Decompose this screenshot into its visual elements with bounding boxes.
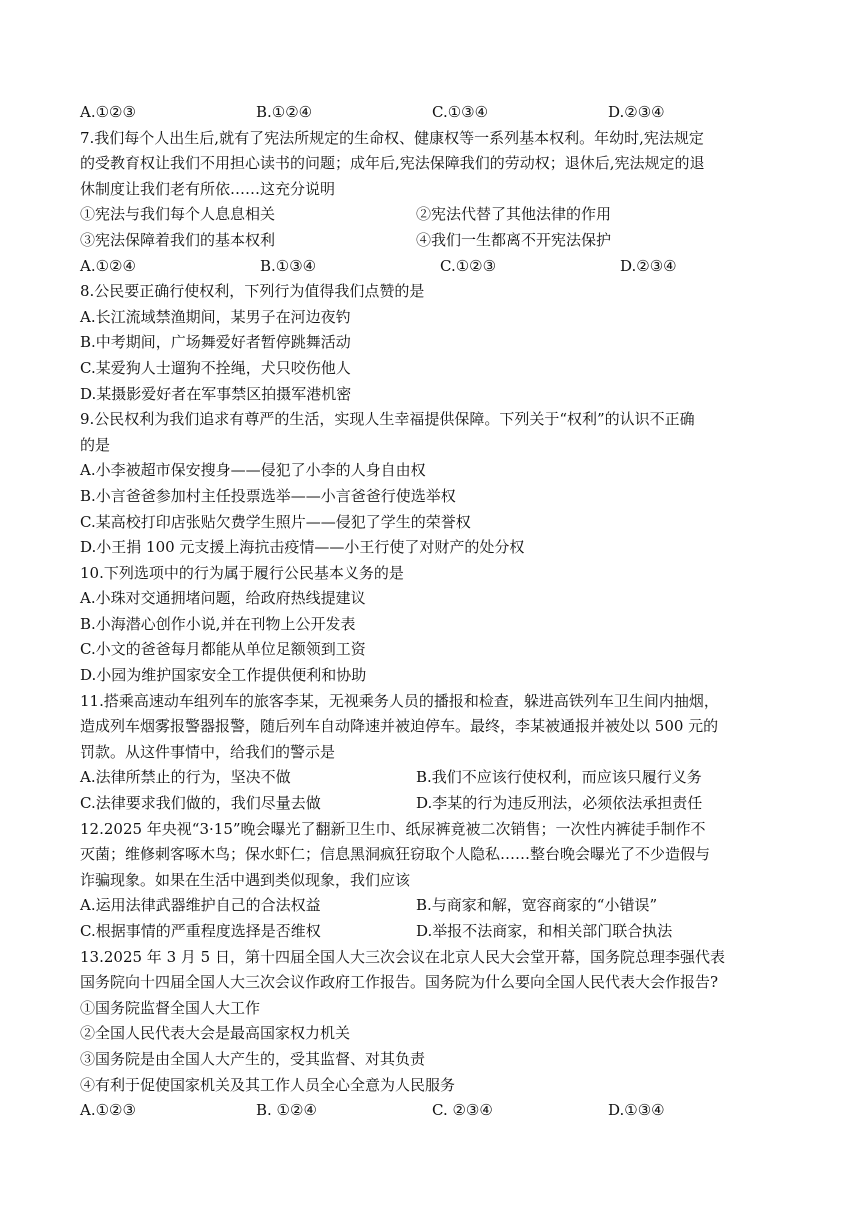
q6-option-d: D.②③④ [608,103,665,121]
q9-option-d: D.小王捐 100 元支援上海抗击疫情——小王行使了对财产的处分权 [80,538,525,557]
q7-statement-4: ④我们一生都离不开宪法保护 [416,230,612,249]
q10-stem: 10.下列选项中的行为属于履行公民基本义务的是 [80,563,404,582]
q12-option-a: A.运用法律武器维护自己的合法权益 [80,896,321,915]
q13-option-c: C. ②③④ [432,1101,493,1120]
question-13 [80,945,786,1124]
q8-stem: 8.公民要正确行使权利，下列行为值得我们点赞的是 [80,282,425,301]
q7-option-a: A.①②④ [80,256,136,275]
q6-option-c: C.①③④ [432,103,489,121]
q11-stem-line: 罚款。从这件事情中，给我们的警示是 [80,742,336,761]
question-9 [80,407,786,561]
q13-statement-2: ②全国人民代表大会是最高国家权力机关 [80,1024,351,1043]
q8-option-a: A.长江流域禁渔期间，某男子在河边夜钓 [80,307,351,326]
q7-stem-line: 7.我们每个人出生后,就有了宪法所规定的生命权、健康权等一系列基本权利。年幼时,宪法规定 [80,128,704,147]
q12-option-c: C.根据事情的严重程度选择是否维权 [80,922,321,940]
q7-statements-row [80,202,786,228]
q7-option-d: D.②③④ [620,256,677,275]
q11-option-c: C.法律要求我们做的，我们尽量去做 [80,794,321,813]
q6-option-b: B.①②④ [256,103,313,121]
q7-options [80,254,786,280]
q7-statement-2: ②宪法代替了其他法律的作用 [416,205,612,224]
question-10 [80,561,786,689]
q7-statement-3: ③宪法保障着我们的基本权利 [80,230,276,249]
q7-statement-1: ①宪法与我们每个人息息相关 [80,205,276,224]
question-7 [80,126,786,280]
q8-option-c: C.某爱狗人士遛狗不拴绳，犬只咬伤他人 [80,358,351,377]
q11-option-d: D.李某的行为违反刑法，必须依法承担责任 [416,794,703,813]
q11-options-row [80,765,786,791]
q10-option-b: B.小海潜心创作小说,并在刊物上公开发表 [80,614,356,633]
q13-option-a: A.①②③ [80,1101,136,1120]
q11-stem-line: 11.搭乘高速动车组列车的旅客李某，无视乘务人员的播报和检查，躲进高铁列车卫生间内抽烟， [80,691,719,710]
q10-option-c: C.小文的爸爸每月都能从单位足额领到工资 [80,640,366,659]
question-12 [80,817,786,945]
exam-page [80,100,786,1124]
q11-options-row [80,791,786,817]
q7-stem-line: 的受教育权让我们不用担心读书的问题；成年后,宪法保障我们的劳动权；退休后,宪法规定的退 [80,154,705,173]
q7-stem-line: 休制度让我们老有所依……这充分说明 [80,179,336,198]
q12-option-d: D.举报不法商家，和相关部门联合执法 [416,922,673,940]
q8-option-b: B.中考期间，广场舞爱好者暂停跳舞活动 [80,333,351,352]
q13-stem-line: 国务院向十四届全国人大三次会议作政府工作报告。国务院为什么要向全国人民代表大会作报告? [80,973,719,992]
q7-statements-row [80,228,786,254]
q13-statement-4: ④有利于促使国家机关及其工作人员全心全意为人民服务 [80,1075,456,1094]
q13-option-d: D.①③④ [608,1101,665,1120]
q7-option-b: B.①③④ [260,256,317,275]
q9-option-c: C.某高校打印店张贴欠费学生照片——侵犯了学生的荣誉权 [80,512,471,531]
q13-statement-1: ①国务院监督全国人大工作 [80,998,261,1017]
q10-option-a: A.小珠对交通拥堵问题，给政府热线提建议 [80,589,366,608]
q9-option-b: B.小言爸爸参加村主任投票选举——小言爸爸行使选举权 [80,486,456,505]
q8-option-d: D.某摄影爱好者在军事禁区拍摄军港机密 [80,384,352,403]
q9-option-a: A.小李被超市保安搜身——侵犯了小李的人身自由权 [80,461,426,480]
question-8 [80,279,786,407]
q10-option-d: D.小园为维护国家安全工作提供便利和协助 [80,666,367,685]
q13-statement-3: ③国务院是由全国人大产生的，受其监督、对其负责 [80,1049,426,1068]
q12-options-row [80,893,786,919]
q6-option-a: A.①②③ [80,103,136,121]
q9-stem-line: 的是 [80,435,111,454]
question-11 [80,689,786,817]
q9-stem-line: 9.公民权利为我们追求有尊严的生活，实现人生幸福提供保障。下列关于“权利”的认识不正确 [80,410,695,429]
q11-option-b: B.我们不应该行使权利，而应该只履行义务 [416,768,702,787]
q12-stem-line: 诈骗现象。如果在生活中遇到类似现象，我们应该 [80,870,411,889]
q13-stem-line: 13.2025 年 3 月 5 日，第十四届全国人大三次会议在北京人民大会堂开幕，国务院总理李强代表 [80,947,725,966]
q12-stem-line: 灭菌；维修刺客啄木鸟；保水虾仁；信息黑洞疯狂窃取个人隐私……整台晚会曝光了不少造假与 [80,845,711,864]
q13-options [80,1098,786,1124]
q7-option-c: C.①②③ [440,256,497,275]
q13-option-b: B. ①②④ [256,1101,317,1120]
q12-option-b: B.与商家和解，宽容商家的“小错误” [416,896,658,915]
q6-options [80,100,786,126]
q11-stem-line: 造成列车烟雾报警器报警，随后列车自动降速并被迫停车。最终，李某被通报并被处以 500 元的 [80,717,719,736]
q12-options-row [80,919,786,945]
q12-stem-line: 12.2025 年央视“3·15”晚会曝光了翻新卫生巾、纸尿裤竟被二次销售；一次性内裤徒手制作不 [80,819,706,838]
q11-option-a: A.法律所禁止的行为，坚决不做 [80,768,291,787]
